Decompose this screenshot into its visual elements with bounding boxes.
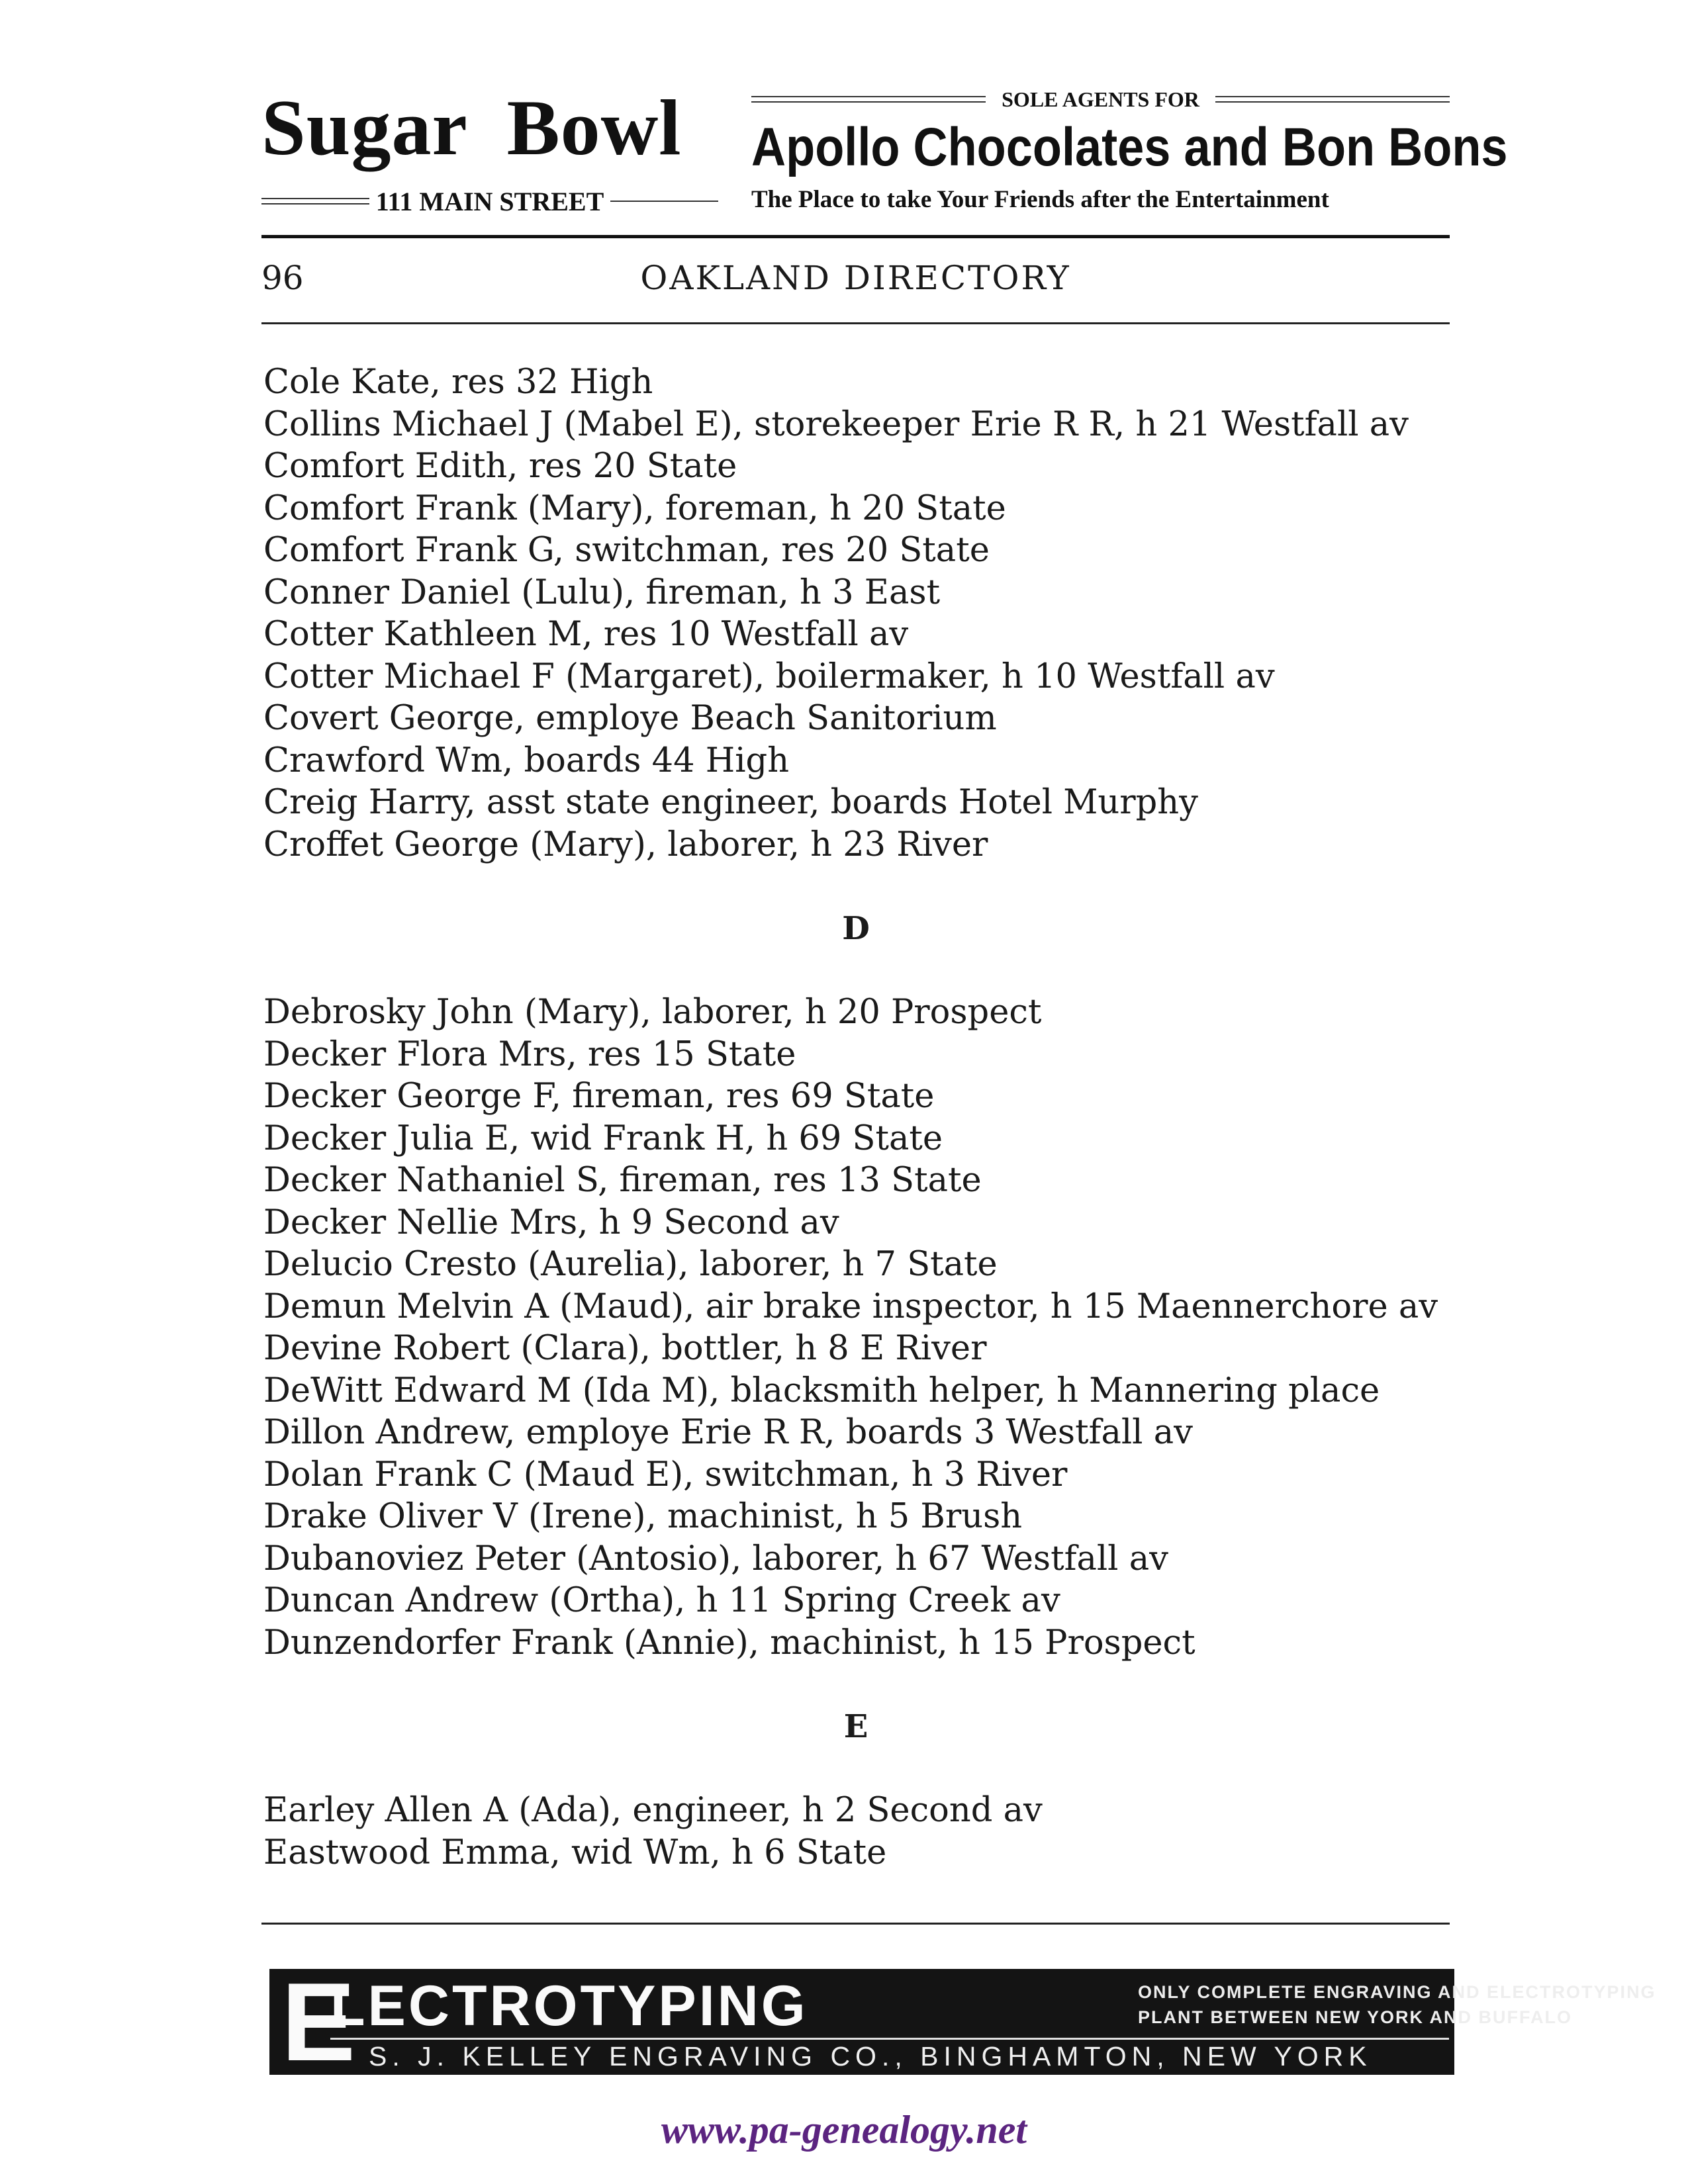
directory-entry: Drake Oliver V (Irene), machinist, h 5 Brush [263, 1497, 1023, 1536]
section-letter: E [843, 1708, 868, 1745]
directory-entry: Collins Michael J (Mabel E), storekeeper Erie R R, h 21 Westfall av [263, 404, 1409, 444]
directory-entry: Cotter Kathleen M, res 10 Westfall av [263, 615, 909, 654]
ad-tagline-line: PLANT BETWEEN NEW YORK AND BUFFALO [1138, 2007, 1572, 2027]
ad-rule [330, 2038, 1449, 2040]
directory-entry: DeWitt Edward M (Ida M), blacksmith helper, h Mannering place [263, 1371, 1380, 1410]
company-name: S. J. KELLEY ENGRAVING CO., BINGHAMTON, NEW YORK [369, 2041, 1372, 2071]
directory-entry: Comfort Edith, res 20 State [263, 447, 737, 486]
directory-entry: Dolan Frank C (Maud E), switchman, h 3 River [263, 1455, 1068, 1494]
ornament-rule [261, 198, 369, 205]
ad-tagline [1138, 1979, 1656, 2030]
directory-entry: Decker Nathaniel S, fireman, res 13 State [263, 1161, 982, 1200]
directory-entry: Dunzendorfer Frank (Annie), machinist, h 15 Prospect [263, 1623, 1196, 1662]
directory-entry: Demun Melvin A (Maud), air brake inspector, h 15 Maennerchore av [263, 1287, 1438, 1326]
directory-entry: Duncan Andrew (Ortha), h 11 Spring Creek av [263, 1581, 1060, 1620]
footer-advertisement [269, 1960, 1656, 2084]
directory-entry: Dillon Andrew, employe Erie R R, boards 3 Westfall av [263, 1413, 1193, 1452]
directory-entry: Devine Robert (Clara), bottler, h 8 E River [263, 1329, 987, 1368]
directory-entry: Creig Harry, asst state engineer, boards Hotel Murphy [263, 783, 1198, 822]
running-head-divider [261, 322, 1450, 324]
directory-entry: Covert George, employe Beach Sanitorium [263, 699, 997, 738]
header-advertisement [261, 78, 1508, 217]
directory-entry: Decker Nellie Mrs, h 9 Second av [263, 1203, 839, 1242]
directory-listing [263, 361, 1455, 1874]
street-row [261, 185, 718, 217]
directory-entry: Dubanoviez Peter (Antosio), laborer, h 67 Westfall av [263, 1539, 1168, 1578]
directory-entry: Decker Julia E, wid Frank H, h 69 State [263, 1118, 943, 1158]
section-letter: D [842, 910, 870, 947]
header-divider [261, 235, 1450, 238]
directory-entry: Conner Daniel (Lulu), fireman, h 3 East [263, 572, 941, 612]
ornament-rule [1215, 96, 1450, 103]
sole-agents-row [751, 86, 1450, 113]
directory-entry: Eastwood Emma, wid Wm, h 6 State [263, 1833, 887, 1872]
directory-entry: Decker George F, fireman, res 69 State [263, 1077, 935, 1116]
directory-entry: Croffet George (Mary), laborer, h 23 River [263, 825, 988, 864]
ornament-rule [751, 96, 986, 103]
directory-entry: Comfort Frank G, switchman, res 20 State [263, 531, 990, 570]
street-address: 111 MAIN STREET [375, 186, 604, 216]
directory-entry: Delucio Cresto (Aurelia), laborer, h 7 State [263, 1245, 998, 1284]
directory-entry: Debrosky John (Mary), laborer, h 20 Prospect [263, 993, 1042, 1032]
running-head-title: OAKLAND DIRECTORY [640, 259, 1071, 297]
directory-entry: Earley Allen A (Ada), engineer, h 2 Second av [263, 1791, 1043, 1830]
ornament-rule [610, 201, 718, 202]
directory-entry: Cotter Michael F (Margaret), boilermaker, h 10 Westfall av [263, 657, 1275, 696]
store-name: Sugar Bowl [261, 83, 682, 171]
footer-divider [261, 1923, 1450, 1925]
directory-entry: Comfort Frank (Mary), foreman, h 20 State [263, 488, 1006, 528]
directory-entry: Crawford Wm, boards 44 High [263, 741, 790, 780]
directory-entry: Cole Kate, res 32 High [263, 363, 653, 402]
page-number: 96 [261, 259, 304, 297]
ad-headline: LECTROTYPING [330, 1974, 808, 2038]
initial-letter: E [281, 1960, 356, 2084]
ad-tagline-line: ONLY COMPLETE ENGRAVING AND ELECTROTYPING [1138, 1982, 1656, 2002]
directory-entry: Decker Flora Mrs, res 15 State [263, 1034, 796, 1074]
slogan: The Place to take Your Friends after the Entertainment [751, 186, 1329, 213]
watermark-link[interactable]: www.pa-genealogy.net [661, 2108, 1027, 2152]
product-headline: Apollo Chocolates and Bon Bons [751, 117, 1508, 177]
sole-agents-label: SOLE AGENTS FOR [1002, 87, 1199, 111]
